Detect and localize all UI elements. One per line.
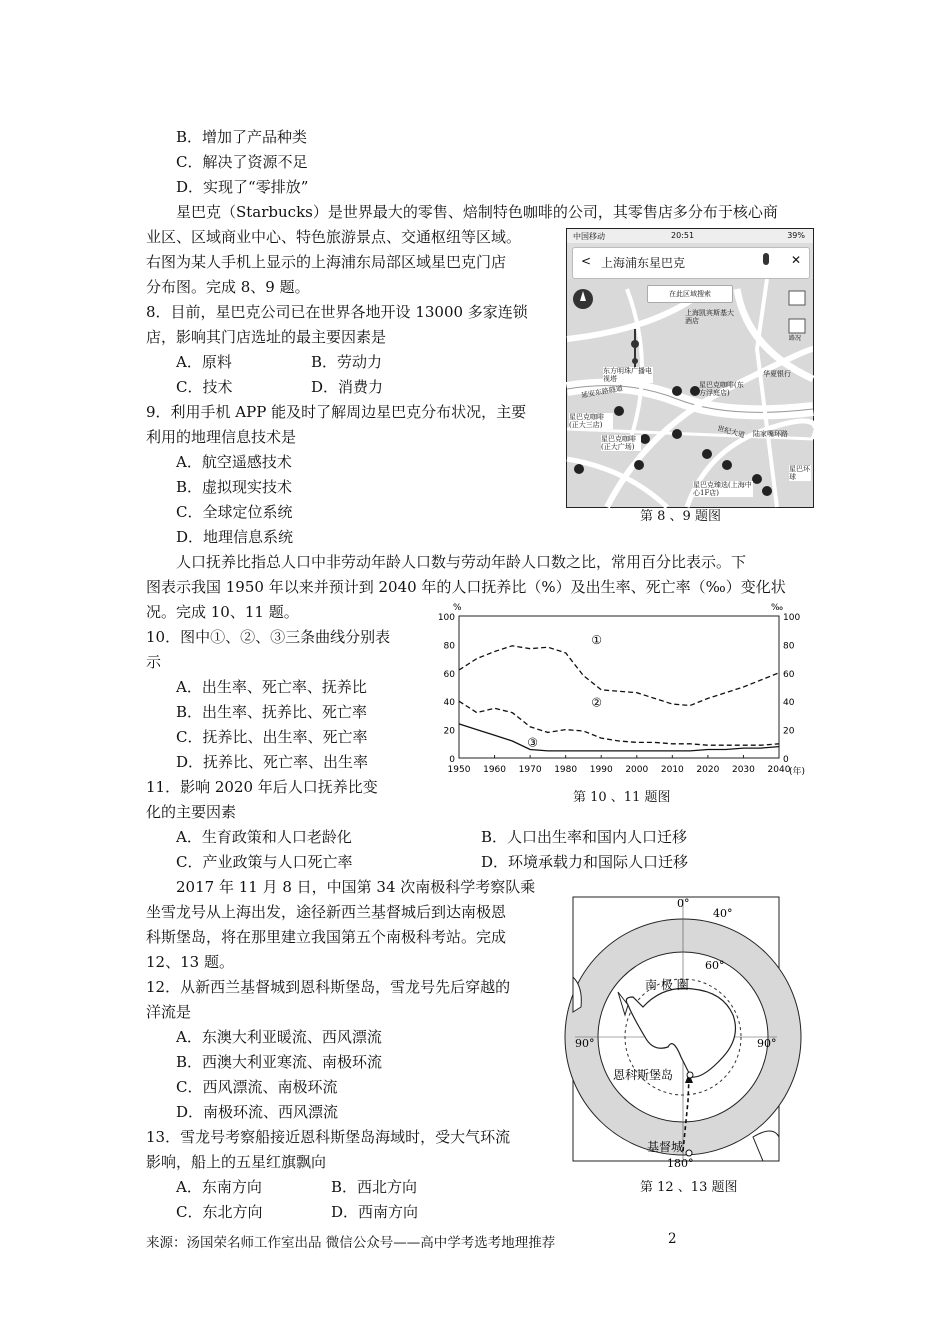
q10-option-a: A．出生率、死亡率、抚养比 bbox=[176, 678, 367, 696]
search-bar[interactable] bbox=[572, 247, 810, 279]
question-12-2: 洋流是 bbox=[146, 1003, 192, 1021]
christchurch-marker bbox=[686, 1150, 692, 1156]
series-line-3 bbox=[459, 724, 779, 751]
microphone-icon[interactable] bbox=[763, 253, 769, 265]
search-query[interactable]: 上海浦东星巴克 bbox=[601, 256, 686, 270]
y-tick-right: 40 bbox=[783, 698, 795, 709]
figure-8-9-caption: 第 8 、9 题图 bbox=[640, 509, 721, 524]
label-lat-60: 60° bbox=[705, 959, 725, 972]
map-label-starbucks-4: 星巴克臻选(上海中心1F店) bbox=[693, 481, 752, 497]
population-chart bbox=[425, 598, 825, 780]
question-10: 10．图中①、②、③三条曲线分别表 bbox=[146, 628, 391, 646]
q12-option-a: A．东澳大利亚暖流、西风漂流 bbox=[176, 1028, 382, 1046]
q9-option-d: D．地理信息系统 bbox=[176, 528, 294, 546]
passage-antarctic: 2017 年 11 月 8 日，中国第 34 次南极科学考察队乘 bbox=[176, 878, 536, 896]
passage-antarctic-4: 12、13 题。 bbox=[146, 953, 234, 971]
series-label-2: ② bbox=[591, 695, 602, 710]
carrier-text: 中国移动 bbox=[573, 232, 605, 241]
q8-option-c: C．技术 bbox=[176, 378, 233, 396]
question-11-2: 化的主要因素 bbox=[146, 803, 237, 821]
question-13: 13．雪龙号考察船接近恩科斯堡岛海域时，受大气环流 bbox=[146, 1128, 511, 1146]
passage-population: 人口抚养比指总人口中非劳动年龄人口数与劳动年龄人口数之比，常用百分比表示。下 bbox=[176, 553, 747, 571]
y-tick-right: 0 bbox=[783, 755, 789, 765]
passage-antarctic-2: 坐雪龙号从上海出发，途径新西兰基督城后到达南极恩 bbox=[146, 903, 507, 921]
x-axis-unit: (年) bbox=[789, 767, 806, 777]
map-label-pearl-tower: 东方明珠广播电视塔 bbox=[603, 367, 652, 383]
right-axis-unit: ‰ bbox=[771, 603, 784, 613]
question-8-2: 店，影响其门店选址的最主要因素是 bbox=[146, 328, 387, 346]
x-tick-label: 2040 bbox=[767, 765, 791, 775]
q11-option-c: C．产业政策与人口死亡率 bbox=[176, 853, 353, 871]
left-axis-unit: % bbox=[453, 603, 462, 613]
y-tick-left: 0 bbox=[449, 755, 455, 765]
clock-text: 20:51 bbox=[671, 231, 695, 240]
y-tick-right: 20 bbox=[783, 726, 795, 737]
y-tick-left: 20 bbox=[443, 726, 455, 737]
x-tick-label: 1970 bbox=[518, 765, 542, 775]
question-8: 8．目前，星巴克公司已在世界各地开设 13000 多家连锁 bbox=[146, 303, 528, 321]
map-label-starbucks-2: 星巴克咖啡(正大三店) bbox=[569, 413, 613, 429]
y-tick-left: 60 bbox=[443, 669, 455, 680]
passage-starbucks-2: 业区、区域商业中心、特色旅游景点、交通枢纽等区域。 bbox=[146, 228, 522, 246]
q9-option-b: B．虚拟现实技术 bbox=[176, 478, 293, 496]
q8-option-d: D．消费力 bbox=[311, 378, 384, 396]
q13-option-d: D．西南方向 bbox=[331, 1203, 419, 1221]
footer-source: 来源：汤国荣名师工作室出品 微信公众号——高中学考选考地理推荐 bbox=[146, 1235, 556, 1251]
q11-option-a: A．生育政策和人口老龄化 bbox=[176, 828, 352, 846]
y-tick-left: 40 bbox=[443, 698, 455, 709]
figure-10-11-caption: 第 10 、11 题图 bbox=[573, 790, 671, 805]
series-line-1 bbox=[459, 646, 779, 706]
q10-option-d: D．抚养比、死亡率、出生率 bbox=[176, 753, 369, 771]
passage-starbucks: 星巴克（Starbucks）是世界最大的零售、焙制特色咖啡的公司，其零售店多分布于核心商 bbox=[176, 203, 778, 221]
y-tick-left: 80 bbox=[443, 641, 455, 652]
question-11: 11．影响 2020 年后人口抚养比变 bbox=[146, 778, 378, 796]
series-label-1: ① bbox=[591, 633, 602, 648]
search-this-area-button[interactable]: 在此区域搜索 bbox=[647, 285, 733, 303]
q7-option-b: B．增加了产品种类 bbox=[176, 128, 308, 146]
question-12: 12．从新西兰基督城到恩科斯堡岛，雪龙号先后穿越的 bbox=[146, 978, 511, 996]
y-tick-right: 60 bbox=[783, 669, 795, 680]
q12-option-b: B．西澳大利亚寒流、南极环流 bbox=[176, 1053, 383, 1071]
phone-map-screenshot bbox=[566, 228, 814, 508]
x-tick-label: 2000 bbox=[625, 765, 649, 775]
antarctic-polar-map bbox=[573, 897, 779, 1170]
x-tick-label: 1980 bbox=[554, 765, 578, 775]
map-label-kerry: 上海凯宾斯基大酒店 bbox=[685, 309, 734, 325]
series-line-2 bbox=[459, 701, 779, 745]
q8-option-b: B．劳动力 bbox=[311, 353, 383, 371]
q7-option-d: D．实现了“零排放” bbox=[176, 178, 309, 196]
x-tick-label: 1950 bbox=[447, 765, 471, 775]
label-lon-0: 0° bbox=[677, 897, 690, 910]
plot-frame bbox=[459, 616, 779, 758]
label-christchurch: 基督城 bbox=[647, 1140, 684, 1154]
question-9: 9．利用手机 APP 能及时了解周边星巴克分布状况，主要 bbox=[146, 403, 527, 421]
q9-option-c: C．全球定位系统 bbox=[176, 503, 293, 521]
x-tick-label: 1990 bbox=[589, 765, 613, 775]
x-tick-label: 2010 bbox=[660, 765, 684, 775]
passage-population-3: 况。完成 10、11 题。 bbox=[146, 603, 299, 621]
map-label-starbucks-3: 星巴克咖啡(正大广场) bbox=[601, 435, 641, 451]
passage-antarctic-3: 科斯堡岛，将在那里建立我国第五个南极科考站。完成 bbox=[146, 928, 507, 946]
label-lon-90-west: 90° bbox=[575, 1037, 595, 1050]
passage-population-2: 图表示我国 1950 年以来并预计到 2040 年的人口抚养比（%）及出生率、死亡率（‰）变化状 bbox=[146, 578, 786, 596]
inexpressible-island-marker bbox=[687, 1072, 693, 1078]
q9-option-a: A．航空遥感技术 bbox=[176, 453, 292, 471]
x-tick-label: 1960 bbox=[483, 765, 507, 775]
x-tick-label: 2020 bbox=[696, 765, 720, 775]
label-antarctic-circle: 南 极 圈 bbox=[645, 978, 689, 992]
passage-starbucks-4: 分布图。完成 8、9 题。 bbox=[146, 278, 310, 296]
y-tick-left: 100 bbox=[437, 613, 455, 623]
q10-option-c: C．抚养比、出生率、死亡率 bbox=[176, 728, 368, 746]
label-lon-90-east: 90° bbox=[757, 1037, 777, 1050]
close-icon[interactable]: ✕ bbox=[791, 253, 802, 267]
map-label-starbucks-1: 星巴克咖啡(东方浮庭店) bbox=[699, 381, 744, 397]
passage-starbucks-3: 右图为某人手机上显示的上海浦东局部区域星巴克门店 bbox=[146, 253, 507, 271]
q7-option-c: C．解决了资源不足 bbox=[176, 153, 308, 171]
map-label-lujiazui: 陆家嘴环路 bbox=[753, 430, 788, 438]
label-inexpressible-island: 恩科斯堡岛 bbox=[613, 1068, 674, 1082]
map-label-bank: 华夏银行 bbox=[763, 370, 791, 378]
y-tick-right: 100 bbox=[783, 613, 801, 623]
q11-option-b: B．人口出生率和国内人口迁移 bbox=[481, 828, 688, 846]
label-lat-40: 40° bbox=[713, 907, 733, 920]
map-label-starbucks-5: 星巴环球 bbox=[789, 465, 810, 481]
question-13-2: 影响，船上的五星红旗飘向 bbox=[146, 1153, 327, 1171]
traffic-label[interactable]: 路况 bbox=[789, 335, 802, 342]
question-9-2: 利用的地理信息技术是 bbox=[146, 428, 297, 446]
y-tick-right: 80 bbox=[783, 641, 795, 652]
q13-option-b: B．西北方向 bbox=[331, 1178, 418, 1196]
figure-12-13-caption: 第 12 、13 题图 bbox=[640, 1180, 738, 1195]
back-icon[interactable]: < bbox=[581, 254, 592, 268]
q8-option-a: A．原料 bbox=[176, 353, 232, 371]
label-lon-180: 180° bbox=[667, 1157, 694, 1170]
map-label-tunnel: 延安东路隧道 bbox=[580, 384, 624, 400]
q11-option-d: D．环境承载力和国际人口迁移 bbox=[481, 853, 689, 871]
series-label-3: ③ bbox=[527, 735, 538, 750]
q12-option-c: C．西风漂流、南极环流 bbox=[176, 1078, 338, 1096]
q10-option-b: B．出生率、抚养比、死亡率 bbox=[176, 703, 368, 721]
battery-text: 39% bbox=[787, 231, 805, 240]
map-label-century-ave: 世纪大道 bbox=[716, 424, 746, 440]
question-10-2: 示 bbox=[146, 653, 162, 671]
x-tick-label: 2030 bbox=[731, 765, 755, 775]
q13-option-a: A．东南方向 bbox=[176, 1178, 262, 1196]
q12-option-d: D．南极环流、西风漂流 bbox=[176, 1103, 339, 1121]
q13-option-c: C．东北方向 bbox=[176, 1203, 263, 1221]
page-number: 2 bbox=[668, 1231, 677, 1247]
